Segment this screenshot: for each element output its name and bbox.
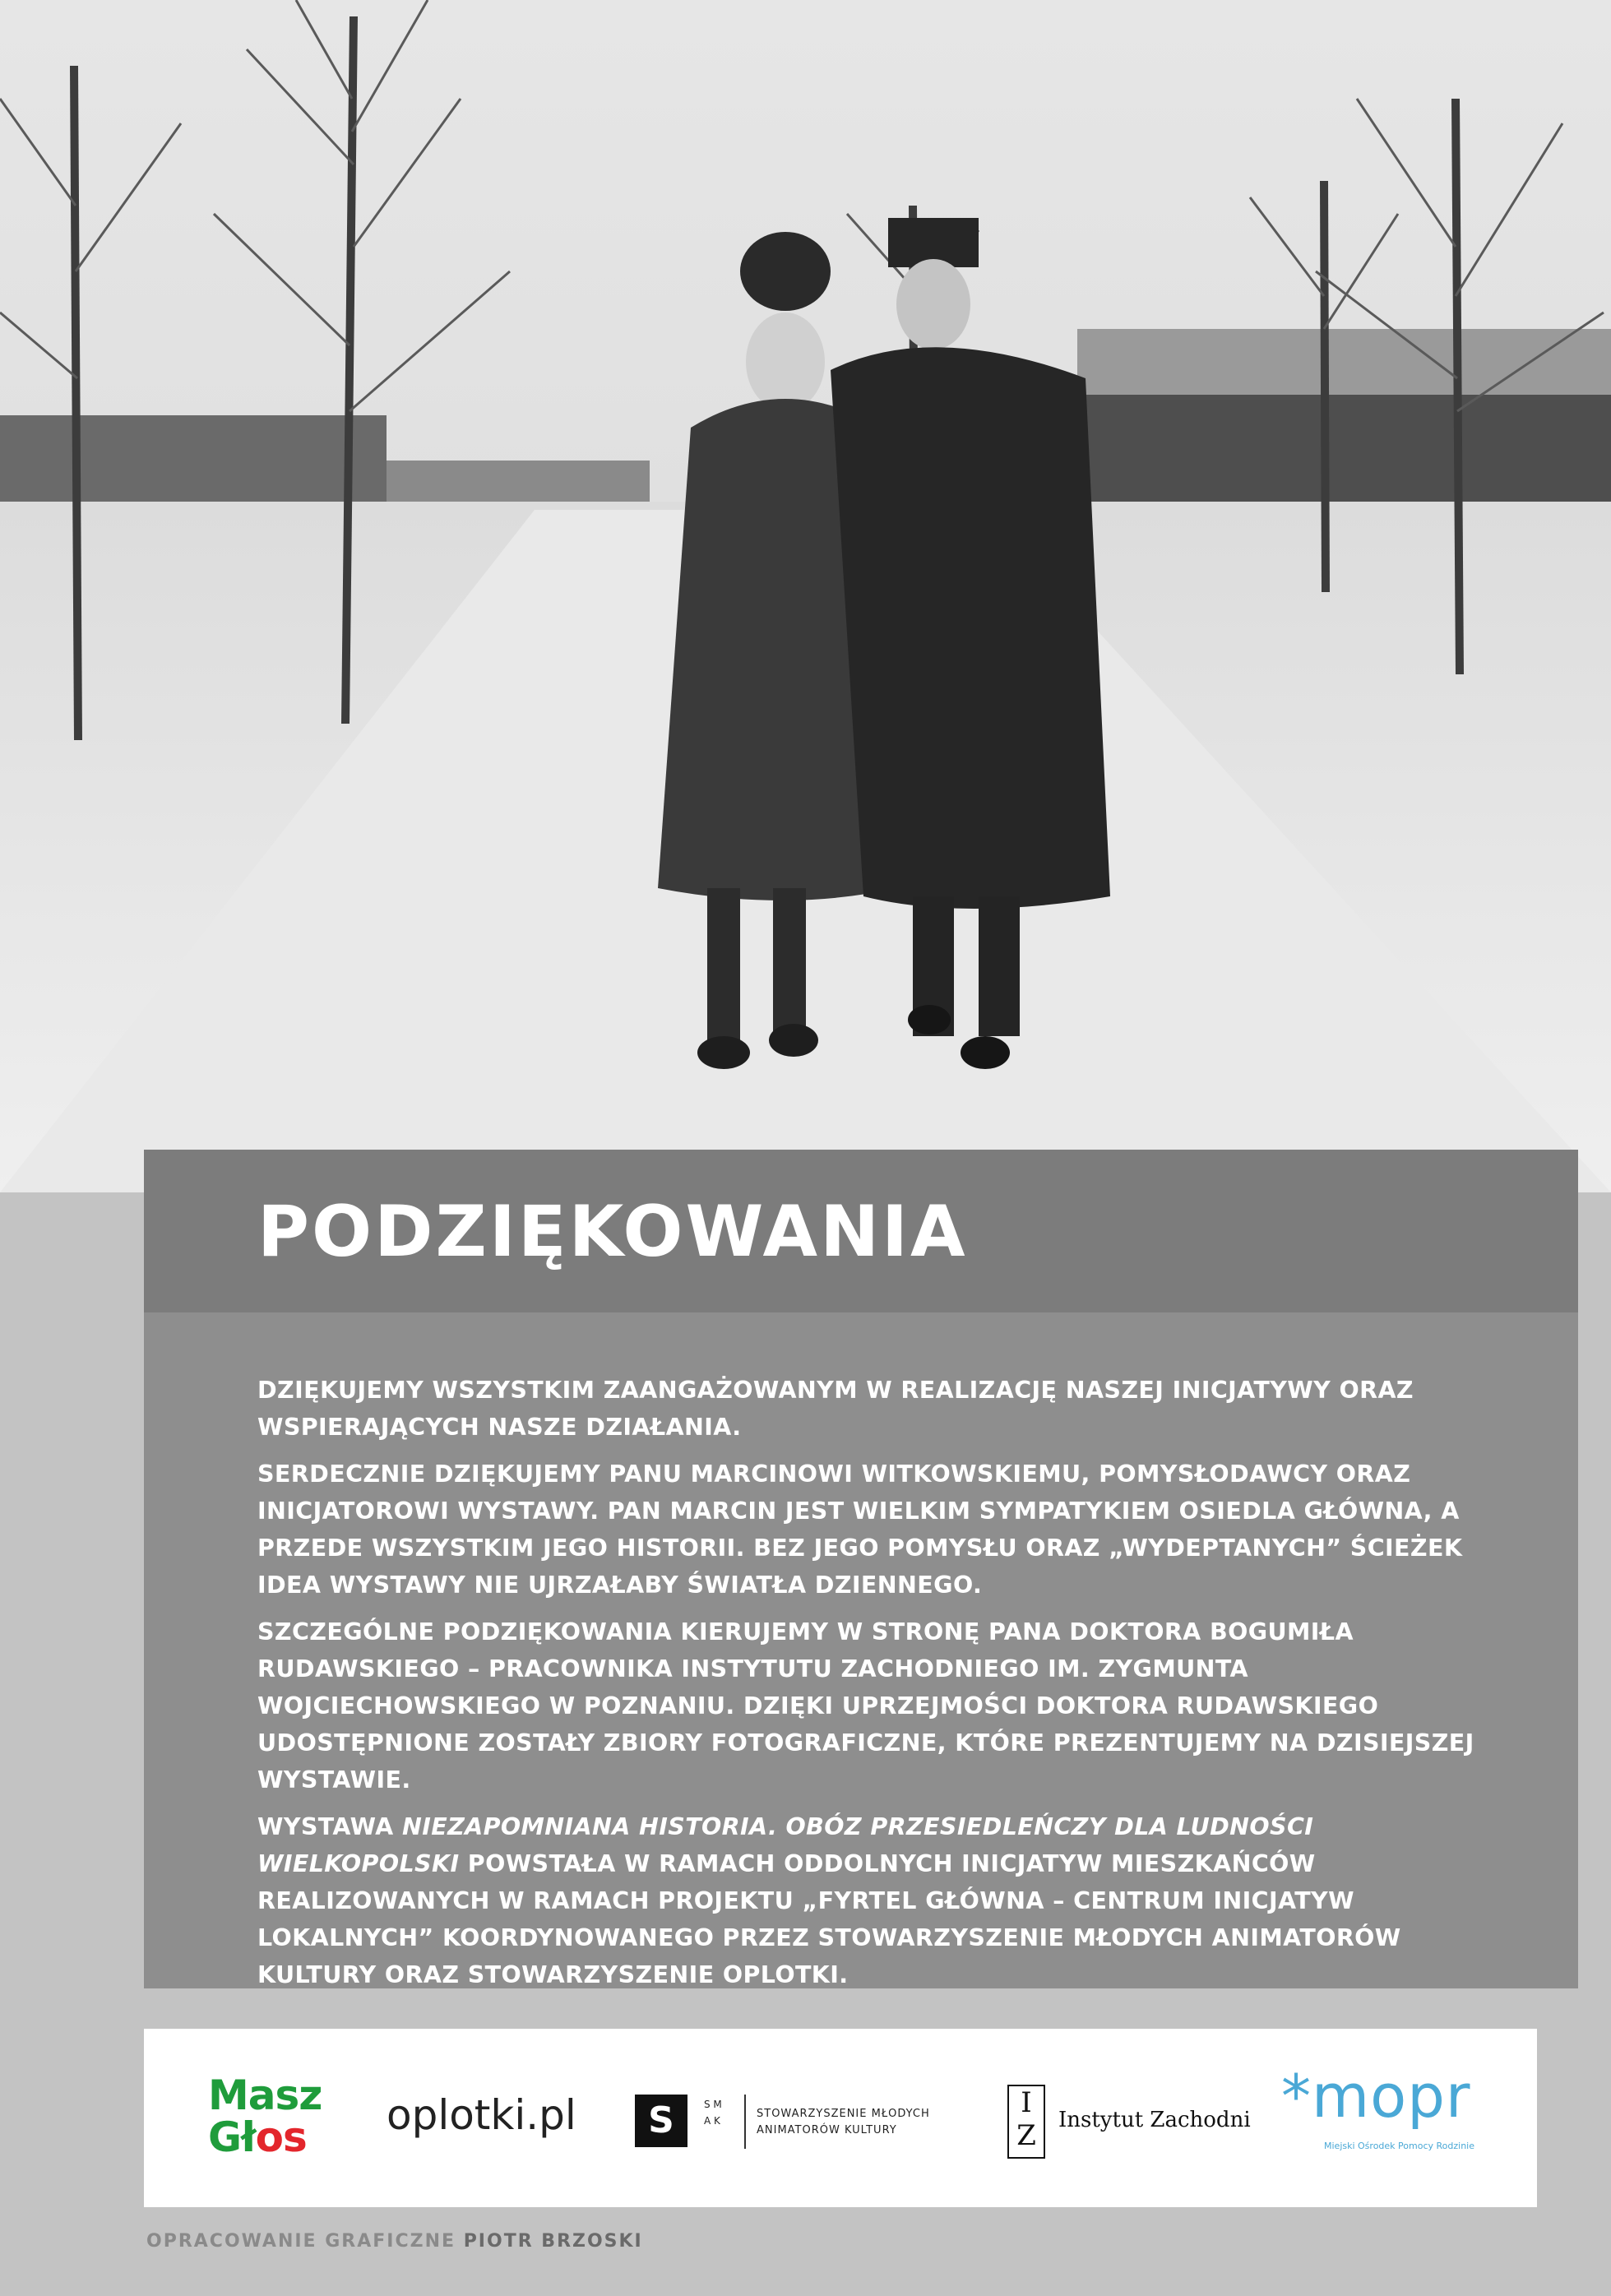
partner-logos bbox=[144, 2029, 1537, 2207]
paragraph-1: DZIĘKUJEMY WSZYSTKIM ZAANGAŻOWANYM W REALIZACJĘ NASZEJ INICJATYWY ORAZ WSPIERAJĄCYCH NASZE DZIAŁANIA. bbox=[257, 1377, 1414, 1441]
paragraph-3: SZCZEGÓLNE PODZIĘKOWANIA KIERUJEMY W STRONĘ PANA DOKTORA BOGUMIŁA RUDAWSKIEGO – PRACOWNIKA INSTYTUTU ZACHODNIEGO IM. ZYGMUNTA WOJCIECHOWSKIEGO W POZNANIU. DZIĘKI UPRZEJMOŚCI DOKTORA RUDAWSKIEGO UDOSTĘPNIONE ZOSTAŁY ZBIORY FOTOGRAFICZNE, KTÓRE PREZENTUJEMY NA DZISIEJSZEJ WYSTAWIE. bbox=[257, 1618, 1474, 1794]
oplotki-text: oplotki.pl bbox=[387, 2091, 576, 2139]
acknowledgements-body bbox=[257, 1372, 1524, 2003]
credit-name: PIOTR BRZOSKI bbox=[463, 2231, 643, 2252]
smak-mark: S bbox=[635, 2095, 687, 2147]
exhibition-title: NIEZAPOMNIANA HISTORIA. OBÓZ PRZESIEDLEŃCZY DLA LUDNOŚCI WIELKOPOLSKI bbox=[257, 1813, 1314, 1877]
masz-glos-line1: Masz bbox=[208, 2071, 322, 2119]
acknowledgements-panel bbox=[144, 1312, 1578, 1988]
iz-name: Instytut Zachodni bbox=[1058, 2108, 1251, 2132]
mopr-word: *mopr bbox=[1281, 2062, 1471, 2131]
paragraph-4-lead: WYSTAWA bbox=[257, 1813, 402, 1840]
paragraph-4-rest: POWSTAŁA W RAMACH ODDOLNYCH INICJATYW MIESZKAŃCÓW REALIZOWANYCH W RAMACH PROJEKTU „FYRTEL GŁÓWNA – CENTRUM INICJATYW LOKALNYCH” KOORDYNOWANEGO PRZEZ STOWARZYSZENIE MŁODYCH ANIMATORÓW KULTURY ORAZ STOWARZYSZENIE OPLOTKI. bbox=[257, 1850, 1401, 1988]
credit-label: OPRACOWANIE GRAFICZNE bbox=[146, 2231, 456, 2252]
mopr-subtitle: Miejski Ośrodek Pomocy Rodzinie bbox=[1324, 2141, 1474, 2151]
smak-name: STOWARZYSZENIE MŁODYCH ANIMATORÓW KULTURY bbox=[757, 2108, 930, 2136]
paragraph-2: SERDECZNIE DZIĘKUJEMY PANU MARCINOWI WITKOWSKIEMU, POMYSŁODAWCY ORAZ INICJATOROWI WYSTAWY. PAN MARCIN JEST WIELKIM SYMPATYKIEM OSIEDLA GŁÓWNA, A PRZEDE WSZYSTKIM JEGO HISTORII. BEZ JEGO POMYSŁU ORAZ „WYDEPTANYCH” ŚCIEŻEK IDEA WYSTAWY NIE UJRZAŁABY ŚWIATŁA DZIENNEGO. bbox=[257, 1460, 1463, 1599]
design-credit bbox=[146, 2231, 643, 2252]
page-title: PODZIĘKOWANIA bbox=[257, 1191, 968, 1273]
smak-letters: S M A K bbox=[704, 2099, 722, 2127]
iz-mark: I Z bbox=[1007, 2085, 1045, 2159]
paragraph-4 bbox=[257, 1808, 1524, 1993]
masz-glos-line2: Głos bbox=[208, 2113, 307, 2161]
title-band bbox=[144, 1150, 1578, 1312]
smak-divider bbox=[744, 2095, 746, 2149]
